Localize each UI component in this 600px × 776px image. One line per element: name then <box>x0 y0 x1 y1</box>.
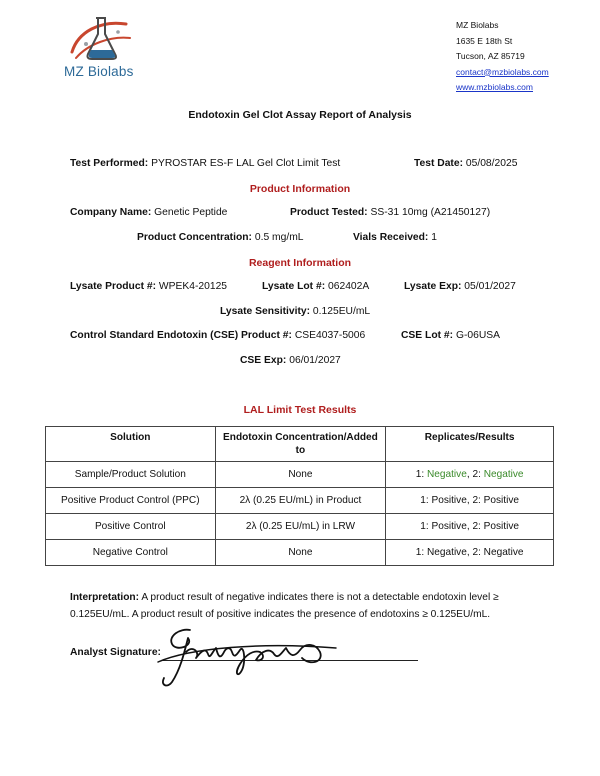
vials-received-field <box>353 232 437 243</box>
test-performed-label: Test Performed: <box>70 158 149 169</box>
cse-product-label: Control Standard Endotoxin (CSE) Product #: <box>70 330 292 341</box>
analyst-signature-label: Analyst Signature: <box>70 647 161 658</box>
lysate-product-label: Lysate Product #: <box>70 281 157 292</box>
results-table <box>45 426 554 566</box>
product-tested-value: SS-31 10mg (A21450127) <box>370 207 491 218</box>
lysate-product-field <box>70 281 227 292</box>
table-row <box>46 488 554 514</box>
test-date-value: 05/08/2025 <box>465 158 518 169</box>
table-row <box>46 514 554 540</box>
cse-product-value: CSE4037-5006 <box>294 330 366 341</box>
company-city: Tucson, AZ 85719 <box>456 51 525 61</box>
report-title: Endotoxin Gel Clot Assay Report of Analysis <box>188 109 412 121</box>
lysate-lot-label: Lysate Lot #: <box>262 281 326 292</box>
concentration-cell: 2λ (0.25 EU/mL) in Product <box>215 488 386 514</box>
cse-product-field <box>70 330 365 341</box>
lysate-lot-value: 062402A <box>328 281 370 292</box>
table-row <box>46 462 554 488</box>
replicate-2-result: Negative <box>483 469 524 480</box>
email-link[interactable]: contact@mzbiolabs.com <box>456 66 549 77</box>
solution-cell: Positive Product Control (PPC) <box>46 488 216 514</box>
company-name-value: Genetic Peptide <box>154 207 228 218</box>
company-logo <box>66 14 136 64</box>
company-name: MZ Biolabs <box>456 20 499 30</box>
product-concentration-value: 0.5 mg/mL <box>254 232 304 243</box>
reagent-info-heading: Reagent Information <box>248 257 352 269</box>
concentration-cell: None <box>215 540 386 566</box>
column-header-concentration: Endotoxin Concentration/Added to <box>215 427 386 462</box>
company-address <box>456 18 549 96</box>
solution-cell: Positive Control <box>46 514 216 540</box>
lysate-exp-field <box>404 281 516 292</box>
logo-text: MZ Biolabs <box>64 64 134 79</box>
result-cell: 1: Negative, 2: Negative <box>386 540 554 566</box>
result-separator: , <box>466 469 470 480</box>
table-row <box>46 540 554 566</box>
result-cell <box>386 462 554 488</box>
test-date <box>414 158 517 169</box>
company-name-label: Company Name: <box>70 207 152 218</box>
product-tested-field <box>290 207 490 218</box>
result-cell: 1: Positive, 2: Positive <box>386 514 554 540</box>
column-header-results: Replicates/Results <box>386 427 554 462</box>
product-info-heading: Product Information <box>249 183 351 195</box>
solution-cell: Negative Control <box>46 540 216 566</box>
handwritten-signature <box>150 622 340 697</box>
product-tested-label: Product Tested: <box>290 207 368 218</box>
vials-received-value: 1 <box>431 232 437 243</box>
column-header-solution: Solution <box>46 427 216 462</box>
company-street: 1635 E 18th St <box>456 35 513 46</box>
vials-received-label: Vials Received: <box>353 232 429 243</box>
company-name-field <box>70 207 227 218</box>
product-concentration-field <box>137 232 304 243</box>
lysate-lot-field <box>262 281 369 292</box>
interpretation-label: Interpretation: <box>70 592 140 603</box>
lysate-sensitivity-value: 0.125EU/mL <box>312 306 371 317</box>
test-performed-value: PYROSTAR ES-F LAL Gel Clot Limit Test <box>151 158 341 169</box>
test-date-label: Test Date: <box>414 158 464 169</box>
lysate-exp-value: 05/01/2027 <box>464 281 516 292</box>
test-performed <box>70 158 340 169</box>
lysate-sensitivity-label: Lysate Sensitivity: <box>220 306 311 317</box>
interpretation <box>70 590 532 623</box>
replicate-2-label: 2: <box>472 469 481 480</box>
lysate-sensitivity-field <box>220 306 370 317</box>
lysate-product-value: WPEK4-20125 <box>158 281 228 292</box>
cse-exp-field <box>240 355 341 366</box>
flask-logo-icon <box>66 14 136 64</box>
solution-cell: Sample/Product Solution <box>46 462 216 488</box>
results-heading: LAL Limit Test Results <box>243 404 357 416</box>
concentration-cell: 2λ (0.25 EU/mL) in LRW <box>215 514 386 540</box>
cse-lot-value: G-06USA <box>455 330 501 341</box>
result-cell: 1: Positive, 2: Positive <box>386 488 554 514</box>
product-concentration-label: Product Concentration: <box>137 232 252 243</box>
cse-exp-label: CSE Exp: <box>240 355 287 366</box>
cse-lot-label: CSE Lot #: <box>401 330 454 341</box>
cse-lot-field <box>401 330 500 341</box>
table-header-row <box>46 427 554 462</box>
signature-graphic-icon <box>150 622 340 692</box>
cse-exp-value: 06/01/2027 <box>289 355 341 366</box>
replicate-1-label: 1: <box>415 469 425 480</box>
interpretation-text: A product result of negative indicates there is not a detectable endotoxin level ≥ 0.125EU/mL. A product result of positive indicates the presence of endotoxins ≥ 0.125EU/mL. <box>70 592 499 620</box>
lysate-exp-label: Lysate Exp: <box>404 281 462 292</box>
replicate-1-result: Negative <box>426 469 467 480</box>
concentration-cell: None <box>215 462 386 488</box>
website-link[interactable]: www.mzbiolabs.com <box>456 82 533 92</box>
